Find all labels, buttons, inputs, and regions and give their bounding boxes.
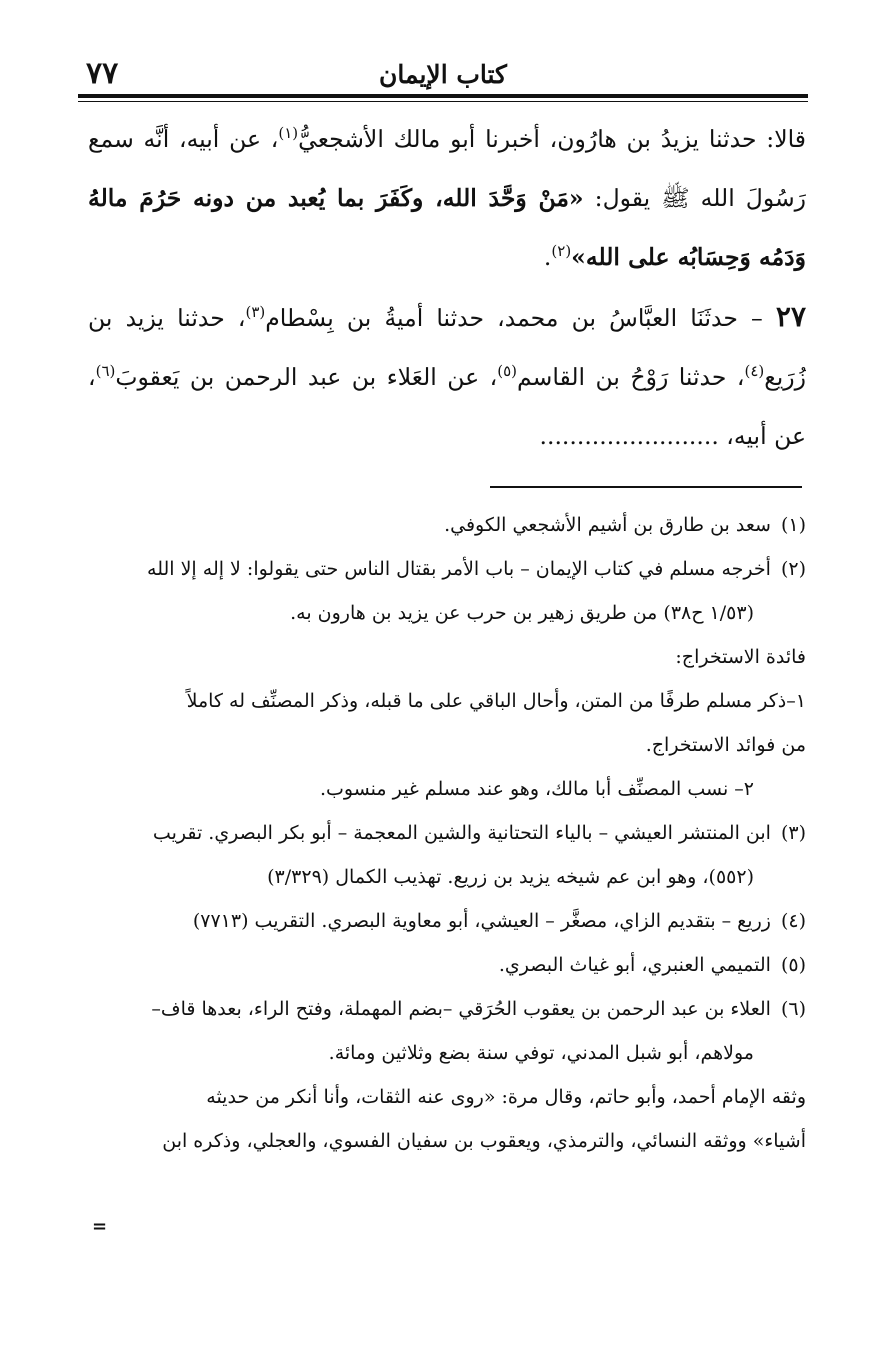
footnote-2-line: ٢– نسب المصنِّف أبا مالك، وهو عند مسلم غير منسوب. (319, 778, 754, 800)
footnote-ref-4[interactable]: (٤) (744, 362, 765, 381)
header-rule-thick (78, 94, 808, 98)
footnote-ref-5[interactable]: (٥) (497, 362, 517, 381)
running-title: كتاب الإيمان (379, 60, 507, 89)
footnote-6-line: مولاهم، أبو شبل المدني، توفي سنة بضع وثلاثين ومائة. (328, 1042, 754, 1064)
footnote-5: (٥)التميمي العنبري، أبو غياث البصري. (498, 954, 806, 976)
hadith-26-ending: قالا: حدثنا يزيدُ بن هارُون، أخبرنا أبو مالك الأشجعيُّ$^{(١)}$، عن أبيه، أنَّه سمع رَسُولَ الله ﷺ يقول: «مَنْ وَحَّدَ الله، وكَفَرَ بما يُعبد من دونه حَرُمَ مالهُ وَدَمُه وَحِسَابُه على الله»$^{(٢)}$. (88, 124, 806, 271)
footnote-ref-1[interactable]: (١) (278, 124, 299, 143)
footnote-6-line: أشياء» ووثقه النسائي، والترمذي، ويعقوب بن سفيان الفسوي، والعجلي، وذكره ابن (162, 1130, 806, 1152)
page-header (78, 56, 808, 96)
footnote-ref-2[interactable]: (٢) (551, 242, 572, 261)
footnote-6-line: وثقه الإمام أحمد، وأبو حاتم، وقال مرة: «روى عنه الثقات، وأنا أنكر من حديثه (206, 1086, 806, 1108)
hadith-27: ٢٧ – حدثَنَا العبَّاسُ بن محمد، حدثنا أميةُ بن بِسْطام$^{(٣)}$، حدثنا يزيد بن زُرَيع$^{(٤)}$، حدثنا رَوْحُ بن القاسم$^{(٥)}$، عن العَلاء بن عبد الرحمن بن يَعقوبَ$^{(٦)}$، عن أبيه، ........................ (88, 300, 806, 450)
continuation-mark: = (92, 1216, 108, 1237)
footnote-2-line: ١–ذكر مسلم طرفًا من المتن، وأحال الباقي على ما قبله، وذكر المصنِّف له كاملاً (186, 690, 806, 712)
header-rule-thin (78, 101, 808, 102)
page-number: ٧٧ (86, 56, 119, 91)
footnote-1: (١)سعد بن طارق بن أشيم الأشجعي الكوفي. (444, 514, 806, 536)
footnote-3: (٣)ابن المنتشر العيشي – بالياء التحتانية والشين المعجمة – أبو بكر البصري. تقريب (152, 822, 806, 844)
footnote-2-line: من فوائد الاستخراج. (645, 734, 806, 756)
footnote-3-line: (٥٥٢)، وهو ابن عم شيخه يزيد بن زريع. تهذيب الكمال (٣/٣٢٩) (267, 866, 754, 888)
footnote-2-line: (١/٥٣ ح٣٨) من طريق زهير بن حرب عن يزيد بن هارون به. (290, 602, 754, 624)
footnote-4: (٤)زريع – بتقديم الزاي، مصغَّر – العيشي، أبو معاوية البصري. التقريب (٧٧١٣) (192, 910, 806, 932)
footnote-ref-3[interactable]: (٣) (245, 303, 266, 322)
footnote-2: (٢)أخرجه مسلم في كتاب الإيمان – باب الأمر بقتال الناس حتى يقولوا: لا إله إلا الله (147, 558, 806, 580)
footnote-ref-6[interactable]: (٦) (95, 362, 116, 381)
hadith-quote: «مَنْ وَحَّدَ الله، وكَفَرَ بما يُعبد من دونه حَرُمَ مالهُ وَدَمُه وَحِسَابُه على الله» (88, 184, 806, 271)
footnote-separator (490, 486, 802, 488)
main-text (88, 110, 806, 466)
footnote-2-line: فائدة الاستخراج: (675, 646, 806, 668)
hadith-number: ٢٧ (775, 300, 806, 333)
footnote-6: (٦)العلاء بن عبد الرحمن بن يعقوب الحُرَقي –بضم المهملة، وفتح الراء، بعدها قاف– (151, 998, 806, 1020)
footnotes (82, 503, 806, 1163)
